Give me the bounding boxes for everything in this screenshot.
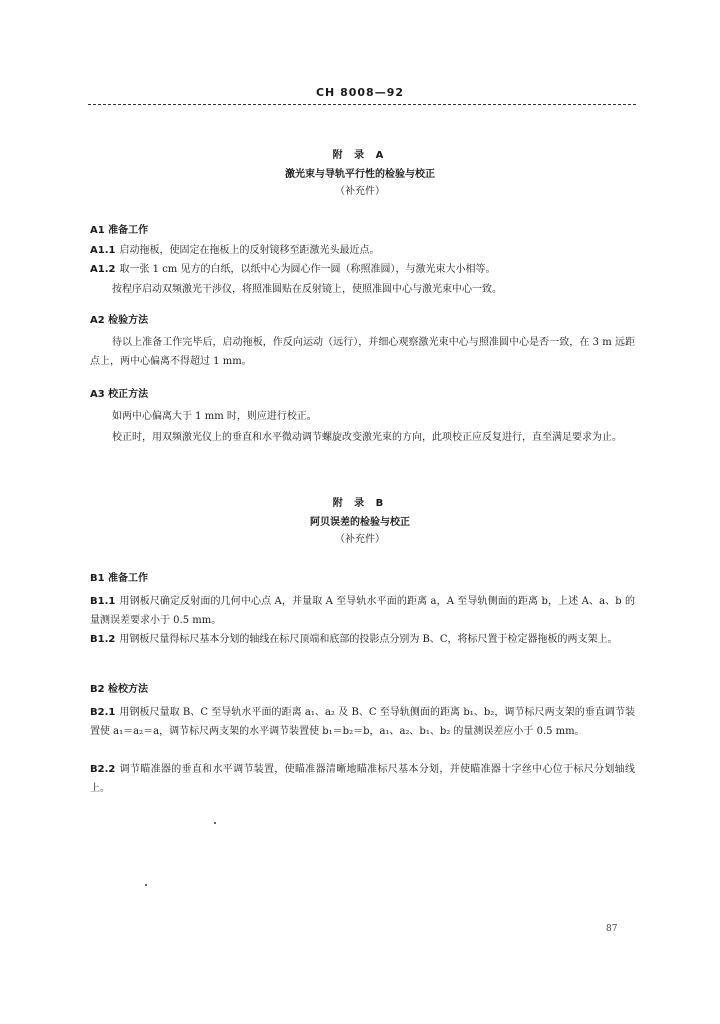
paragraph-b2-1	[90, 703, 635, 741]
clause-number: B1.1	[90, 596, 116, 607]
header-rule	[88, 104, 636, 105]
paragraph-a1-1	[90, 241, 635, 260]
appendix-a-title: 激光束与导轨平行性的检验与校正	[285, 169, 435, 180]
appendix-a-note: （补充件）	[335, 186, 385, 197]
standard-code-header: CH 8008—92	[315, 86, 405, 99]
clause-number: B2.1	[90, 707, 116, 718]
paragraph-b2-2	[90, 760, 635, 798]
paragraph-a2: 待以上准备工作完毕后，启动拖板，作反向运动（远行），并细心观察激光束中心与照准圆中心是否一致，在 3 m 远距点上，两中心偏离不得超过 1 mm。	[90, 337, 635, 367]
section-a2-heading: A2 检验方法	[90, 315, 149, 326]
clause-text: 用钢板尺确定反射面的几何中心点 A，并量取 A 至导轨水平面的距离 a，A 至导轨侧面的距离 b，上述 A、a、b 的量测误差要求小于 0.5 mm。	[90, 596, 635, 626]
clause-text: 用钢板尺量得标尺基本分划的轴线在标尺顶端和底部的投影点分别为 B、C，将标尺置于检定器拖板的两支架上。	[119, 634, 618, 645]
paragraph-b1-2	[90, 630, 635, 649]
clause-number: B2.2	[90, 764, 116, 775]
paragraph-a1-2-continued: 按程序启动双频激光干涉仪，将照准圆贴在反射镜上，使照准圆中心与激光束中心一致。	[112, 284, 502, 295]
section-b1-heading: B1 准备工作	[90, 573, 149, 584]
clause-text: 用钢板尺量取 B、C 至导轨水平面的距离 a₁、a₂ 及 B、C 至导轨侧面的距离 b₁、b₂，调节标尺两支架的垂直调节装置使 a₁＝a₂＝a，调节标尺两支架的水平调节装置使 b₁＝b₂＝b，a₁、a₂、b₁、b₂ 的量测误差应小于 0.5 mm。	[90, 707, 635, 737]
section-a3-heading: A3 校正方法	[90, 389, 149, 400]
clause-text: 调节瞄准器的垂直和水平调节装置，使瞄准器清晰地瞄准标尺基本分划，并使瞄准器十字丝中心位于标尺分划轴线上。	[90, 764, 635, 794]
section-a1-heading: A1 准备工作	[90, 225, 149, 236]
clause-text: 取一张 1 cm 见方的白纸，以纸中心为圆心作一圆（称照准圆），与激光束大小相等。	[119, 264, 496, 275]
paragraph-b1-1	[90, 592, 635, 630]
appendix-b-note: （补充件）	[335, 534, 385, 545]
clause-number: B1.2	[90, 634, 116, 645]
clause-number: A1.2	[90, 264, 116, 275]
paragraph-a3-2: 校正时，用双频激光仪上的垂直和水平微动调节螺旋改变激光束的方向，此项校正应反复进行，直至满足要求为止。	[112, 432, 622, 443]
appendix-a-label: 附 录 A	[332, 150, 388, 161]
section-b2-heading: B2 检校方法	[90, 684, 149, 695]
paragraph-a3-1: 如两中心偏离大于 1 mm 时，则应进行校正。	[112, 411, 317, 422]
page-number: 87	[606, 924, 618, 934]
appendix-b-label: 附 录 B	[332, 498, 388, 509]
appendix-b-title: 阿贝误差的检验与校正	[310, 517, 410, 528]
clause-text: 启动拖板，使固定在拖板上的反射镜移至距激光头最近点。	[119, 245, 380, 256]
scan-speck	[145, 884, 147, 886]
paragraph-a1-2	[90, 260, 635, 279]
scan-speck	[214, 822, 216, 824]
clause-number: A1.1	[90, 245, 116, 256]
